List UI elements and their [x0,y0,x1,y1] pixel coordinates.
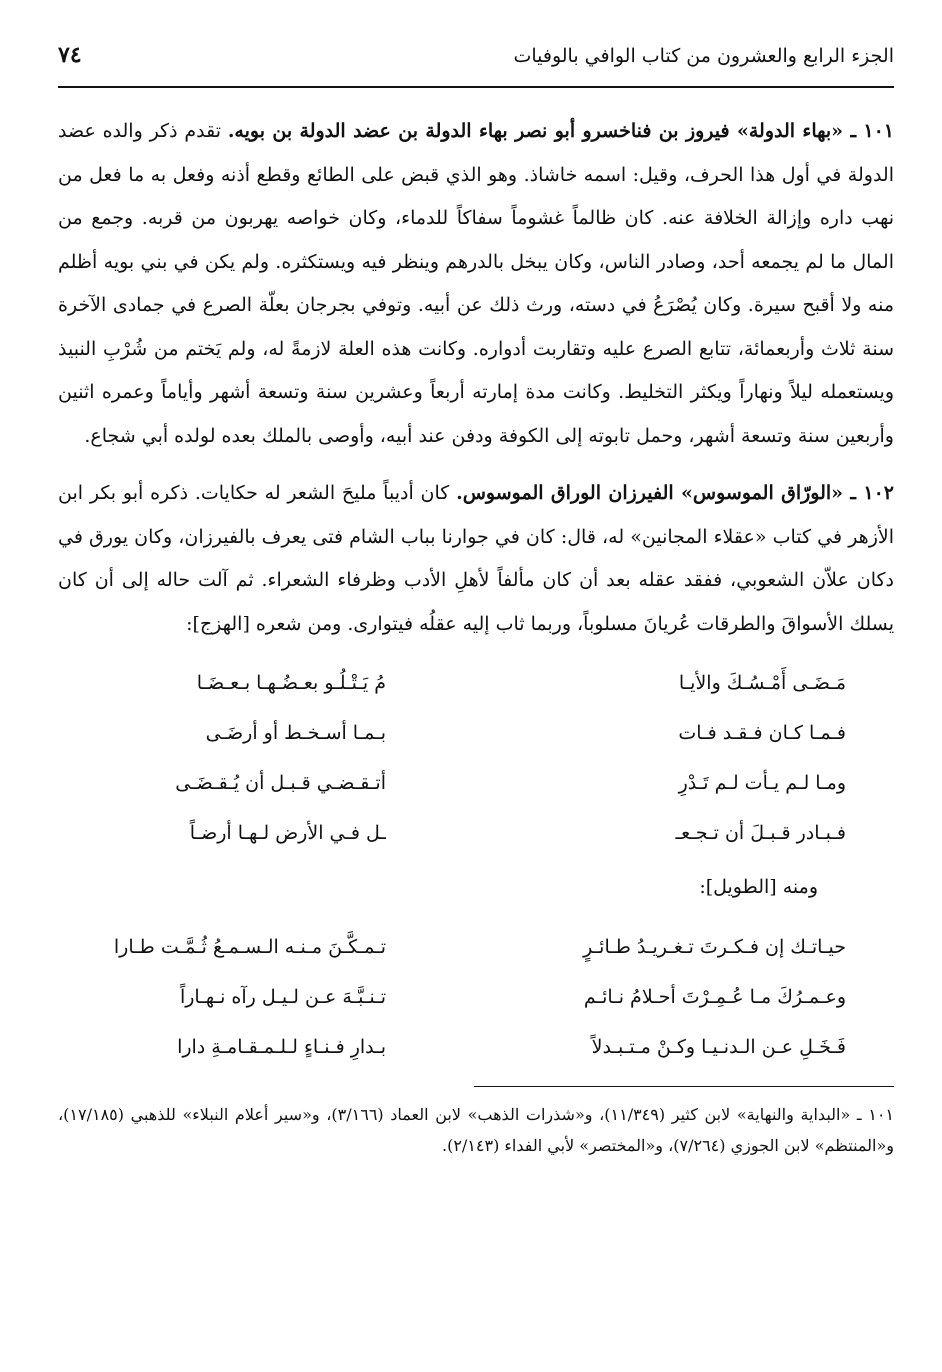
entry-102 [58,472,894,646]
poem-verse [58,758,894,808]
verse-first-hemistich: فـمـا كـان فـقـد فـات [678,722,846,744]
verse-second-hemistich: بـمـا أسـخـط أو أرضَـى [205,722,386,744]
verse-second-hemistich: أتـقـضـي قـبـل أن يُـقـضَـى [175,772,386,794]
entry-body: تقدم ذكر والده عضد الدولة في أول هذا الحرف، وقيل: اسمه خاشاذ. وهو الذي قبض على الطائع وقطع أذنه وفعل به ما فعل من نهب داره وإزالة الخلافة عنه. كان ظالماً غشوماً سفاكاً للدماء، وكان خواصه يهربون من قربه. وجمع من المال ما لم يجمعه أحد، وصادر الناس، وكان يبخل بالدرهم وينظر فيه ويستكثره. ولم يكن في بني بويه أظلم منه ولا أقبح سيرة. وكان يُصْرَعُ في دسته، ورث ذلك عن أبيه. وتوفي بجرجان بعلّة الصرع في جمادى الآخرة سنة ثلاث وأربعمائة، تتابع الصرع عليه وتقاربت أدواره. وكانت هذه العلة لازمةً له، ولم يَختم من شُرْبِ النبيذ ويستعمله ليلاً ونهاراً ويكثر التخليط. وكانت مدة إمارته أربعاً وعشرين سنة وتسعة أشهر وأياماً وعمره اثنين وأربعين سنة وتسعة أشهر، وحمل تابوته إلى الكوفة ودفن عند أبيه، وأوصى بالملك بعده لولده أبي شجاع. [58,120,894,447]
verse-first-hemistich: ومـا لـم يـأت لـم تَـدْرِ [678,772,846,794]
book-page [58,42,894,1161]
entry-101 [58,110,894,458]
poem-verse [58,808,894,858]
poem-tawil [58,922,894,1072]
verse-first-hemistich: حيـاتـك إن فـكـرتَ تـغـريـدُ طـائـرٍ [583,936,846,958]
poem-verse [58,658,894,708]
footnote-rule [474,1086,894,1087]
verse-second-hemistich: تـمـكَّـنَ مـنـه الـسـمـعُ ثُـمَّـت طـارا [113,936,386,958]
verse-first-hemistich: وعـمـرُكَ مـا عُـمِـرْتَ أحـلامُ نـائـم [583,986,846,1008]
poem-verse [58,1022,894,1072]
poem-verse [58,972,894,1022]
running-title: الجزء الرابع والعشرون من كتاب الوافي بالوفيات [513,45,894,67]
verse-second-hemistich: بـدارِ فـنـاءٍ لـلـمـقـامـةِ دارا [177,1036,386,1058]
footnotes [58,1099,894,1161]
poem-intro: ومنه [الطويل]: [699,876,818,898]
footnote-101: ١٠١ ـ «البداية والنهاية» لابن كثير (١١/٣٤٩)، و«شذرات الذهب» لابن العماد (٣/١٦٦)، و«سير أعلام النبلاء» للذهبي (١٧/١٨٥)، و«المنتظم» لابن الجوزي (٧/٢٦٤)، و«المختصر» لأبي الفداء (٢/١٤٣). [58,1105,895,1155]
entry-paragraph [58,472,894,646]
header-rule [58,86,894,88]
entry-heading: ١٠١ ـ «بهاء الدولة» فيروز بن فناخسرو أبو نصر بهاء الدولة بن عضد الدولة بن بويه. [227,120,895,142]
page-number: ٧٤ [58,42,82,68]
verse-first-hemistich: مَـضَـى أَمْـسُـكَ والأيـا [678,672,846,694]
verse-second-hemistich: ـل فـي الأرض لـهـا أرضـاً [189,822,386,844]
verse-second-hemistich: تـنـبَّـهَ عـن لـيـل رآه نـهـاراً [179,986,386,1008]
verse-first-hemistich: فـبـادر قـبـلَ أن تـجـعـ [675,822,846,844]
verse-second-hemistich: مُ يَـتْـلُـو بعـضُـهـا بـعـضَـا [196,672,386,694]
page-header [58,42,894,82]
entry-heading: ١٠٢ ـ «الورّاق الموسوس» الفيرزان الوراق الموسوس. [456,482,894,504]
poem-verse [58,922,894,972]
poem-hazaj [58,658,894,858]
entry-paragraph [58,110,894,458]
entry-body: كان أديباً مليحَ الشعر له حكايات. ذكره أبو بكر ابن الأزهر في كتاب «عقلاء المجانين» له، قال: كان في جوارنا بباب الشام فتى يعرف بالفيرزان، وكان يورق في دكان علاّن الشعوبي، ففقد عقله بعد أن كان مألفاً لأهلِ الأدب وظرفاء الشعراء. ثم آلت حاله إلى أن كان يسلك الأسواقَ والطرقات عُريانَ مسلوباً، وربما ثاب إليه عقلُه فيتوارى. ومن شعره [الهزج]: [58,482,894,635]
poem-verse [58,708,894,758]
verse-first-hemistich: فَـخَـلِ عـن الـدنـيـا وكـنْ مـتـبـدلاً [591,1036,846,1058]
